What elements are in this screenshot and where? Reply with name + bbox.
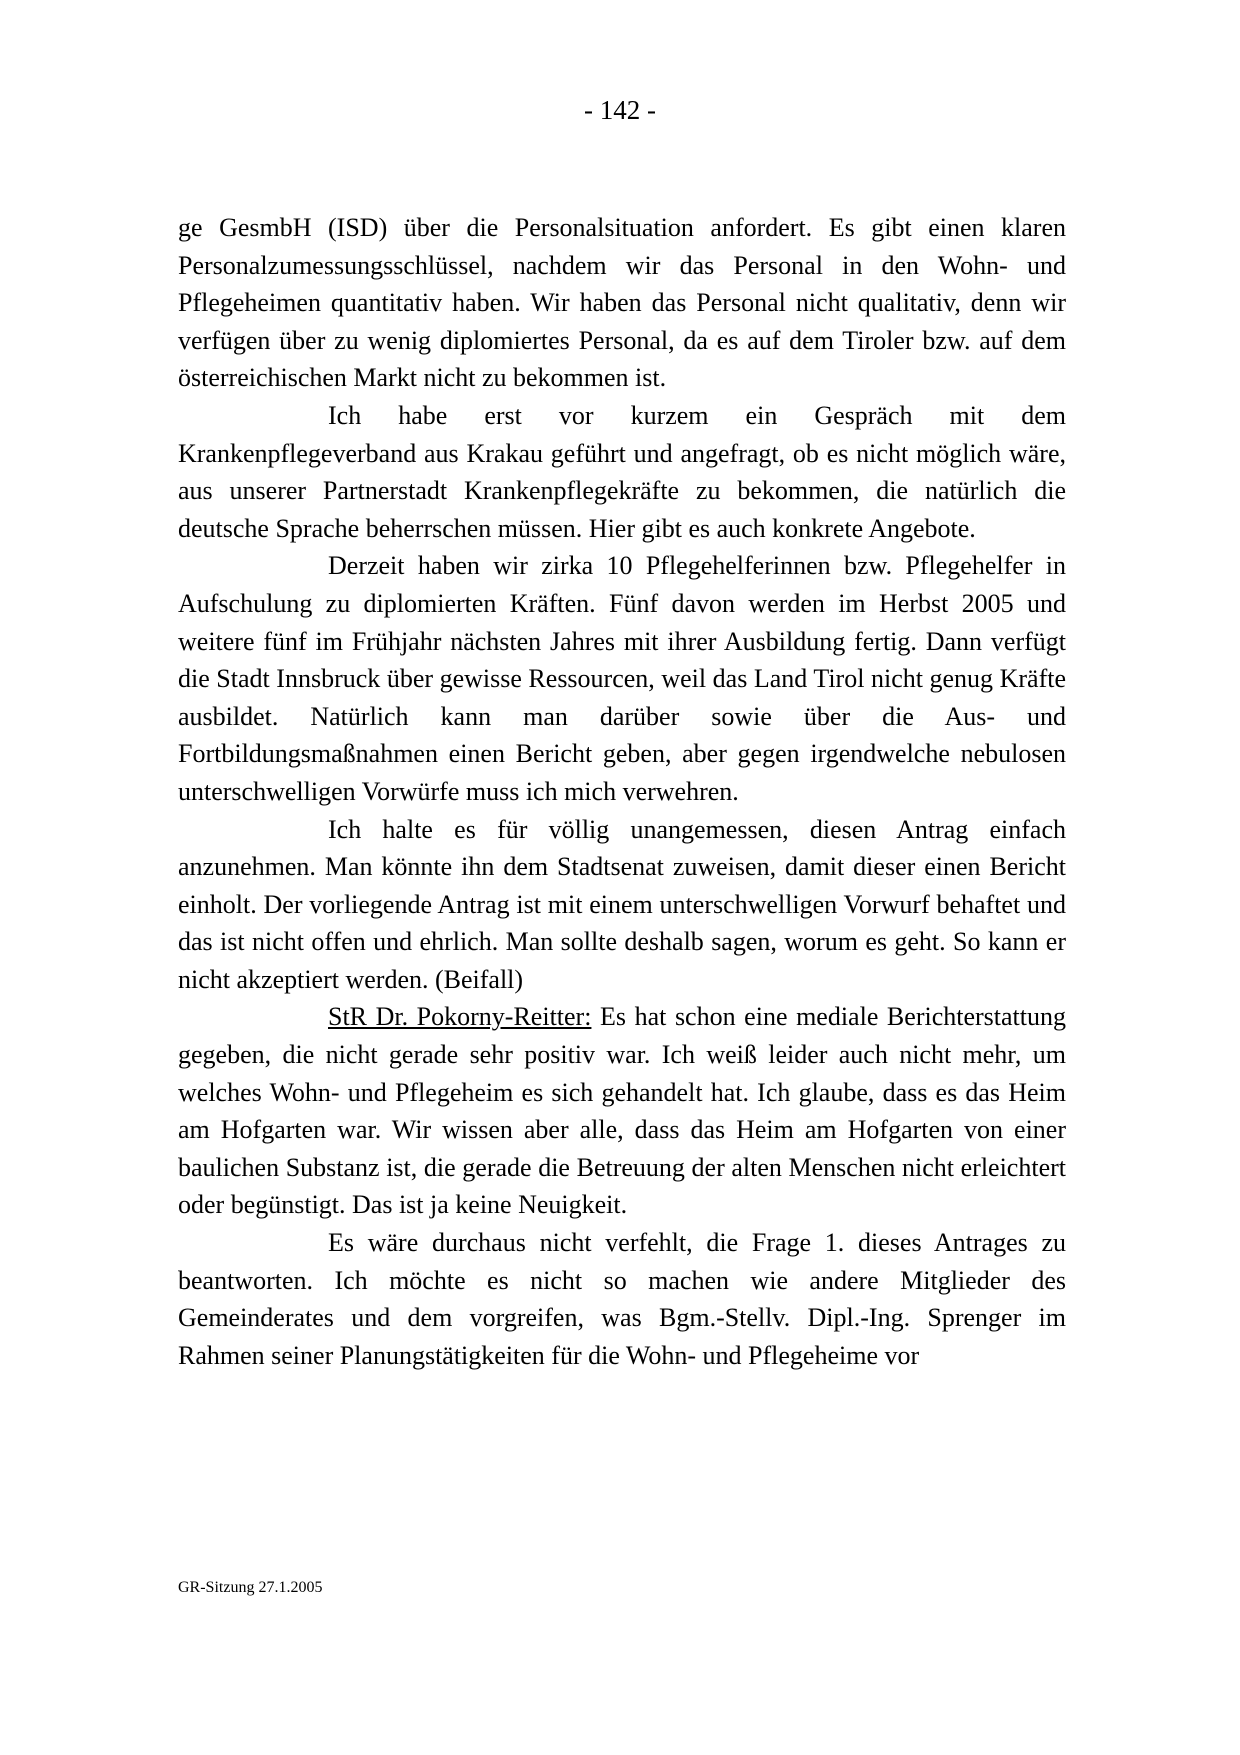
speaker-text: Es hat schon eine mediale Berichterstattung gegeben, die nicht gerade sehr positiv war. Ich weiß leider auch nicht mehr, um welches Wohn- und Pflegeheim es sich gehandelt hat. Ich glaube, dass es das Heim am Hofgarten war. Wir wissen aber alle, dass das Heim am Hofgarten von einer baulichen Substanz ist, die gerade die Betreuung der alten Menschen nicht erleichtert oder begünstigt. Das ist ja keine Neuigkeit. — [178, 1002, 1066, 1220]
paragraph-speaker-statement — [178, 998, 1066, 1224]
paragraph-continuation: ge GesmbH (ISD) über die Personalsituation anfordert. Es gibt einen klaren Personalzumessungsschlüssel, nachdem wir das Personal in den Wohn- und Pflegeheimen quantitativ haben. Wir haben das Personal nicht qualitativ, denn wir verfügen über zu wenig diplomiertes Personal, da es auf dem Tiroler bzw. auf dem österreichischen Markt nicht zu bekommen ist. — [178, 213, 1066, 393]
paragraph-pflegehelfer: Derzeit haben wir zirka 10 Pflegehelferinnen bzw. Pflegehelfer in Aufschulung zu diplomierten Kräften. Fünf davon werden im Herbst 2005 und weitere fünf im Frühjahr nächsten Jahres mit ihrer Ausbildung fertig. Dann verfügt die Stadt Innsbruck über gewisse Ressourcen, weil das Land Tirol nicht genug Kräfte ausbildet. Natürlich kann man darüber sowie über die Aus- und Fortbildungsmaßnahmen einen Bericht geben, aber gegen irgendwelche nebulosen unterschwelligen Vorwürfe muss ich mich verwehren. — [178, 551, 1066, 806]
paragraph-krakau: Ich habe erst vor kurzem ein Gespräch mit dem Krankenpflegeverband aus Krakau geführt und angefragt, ob es nicht möglich wäre, aus unserer Partnerstadt Krankenpflegekräfte zu bekommen, die natürlich die deutsche Sprache beherrschen müssen. Hier gibt es auch konkrete Angebote. — [178, 400, 1066, 543]
paragraph-frage: Es wäre durchaus nicht verfehlt, die Frage 1. dieses Antrages zu beantworten. Ich möchte es nicht so machen wie andere Mitglieder des Gemeinderates und dem vorgreifen, was Bgm.-Stellv. Dipl.-Ing. Sprenger im Rahmen seiner Planungstätigkeiten für die Wohn- und Pflegeheime vor — [178, 1228, 1066, 1370]
speaker-name: StR Dr. Pokorny-Reitter: — [328, 1002, 592, 1032]
page-number: - 142 - — [584, 95, 656, 125]
footer-session-date: GR-Sitzung 27.1.2005 — [178, 1579, 323, 1596]
document-body — [178, 209, 1066, 1374]
paragraph-antrag: Ich halte es für völlig unangemessen, diesen Antrag einfach anzunehmen. Man könnte ihn dem Stadtsenat zuweisen, damit dieser einen Bericht einholt. Der vorliegende Antrag ist mit einem unterschwelligen Vorwurf behaftet und das ist nicht offen und ehrlich. Man sollte deshalb sagen, worum es geht. So kann er nicht akzeptiert werden. (Beifall) — [178, 814, 1066, 994]
